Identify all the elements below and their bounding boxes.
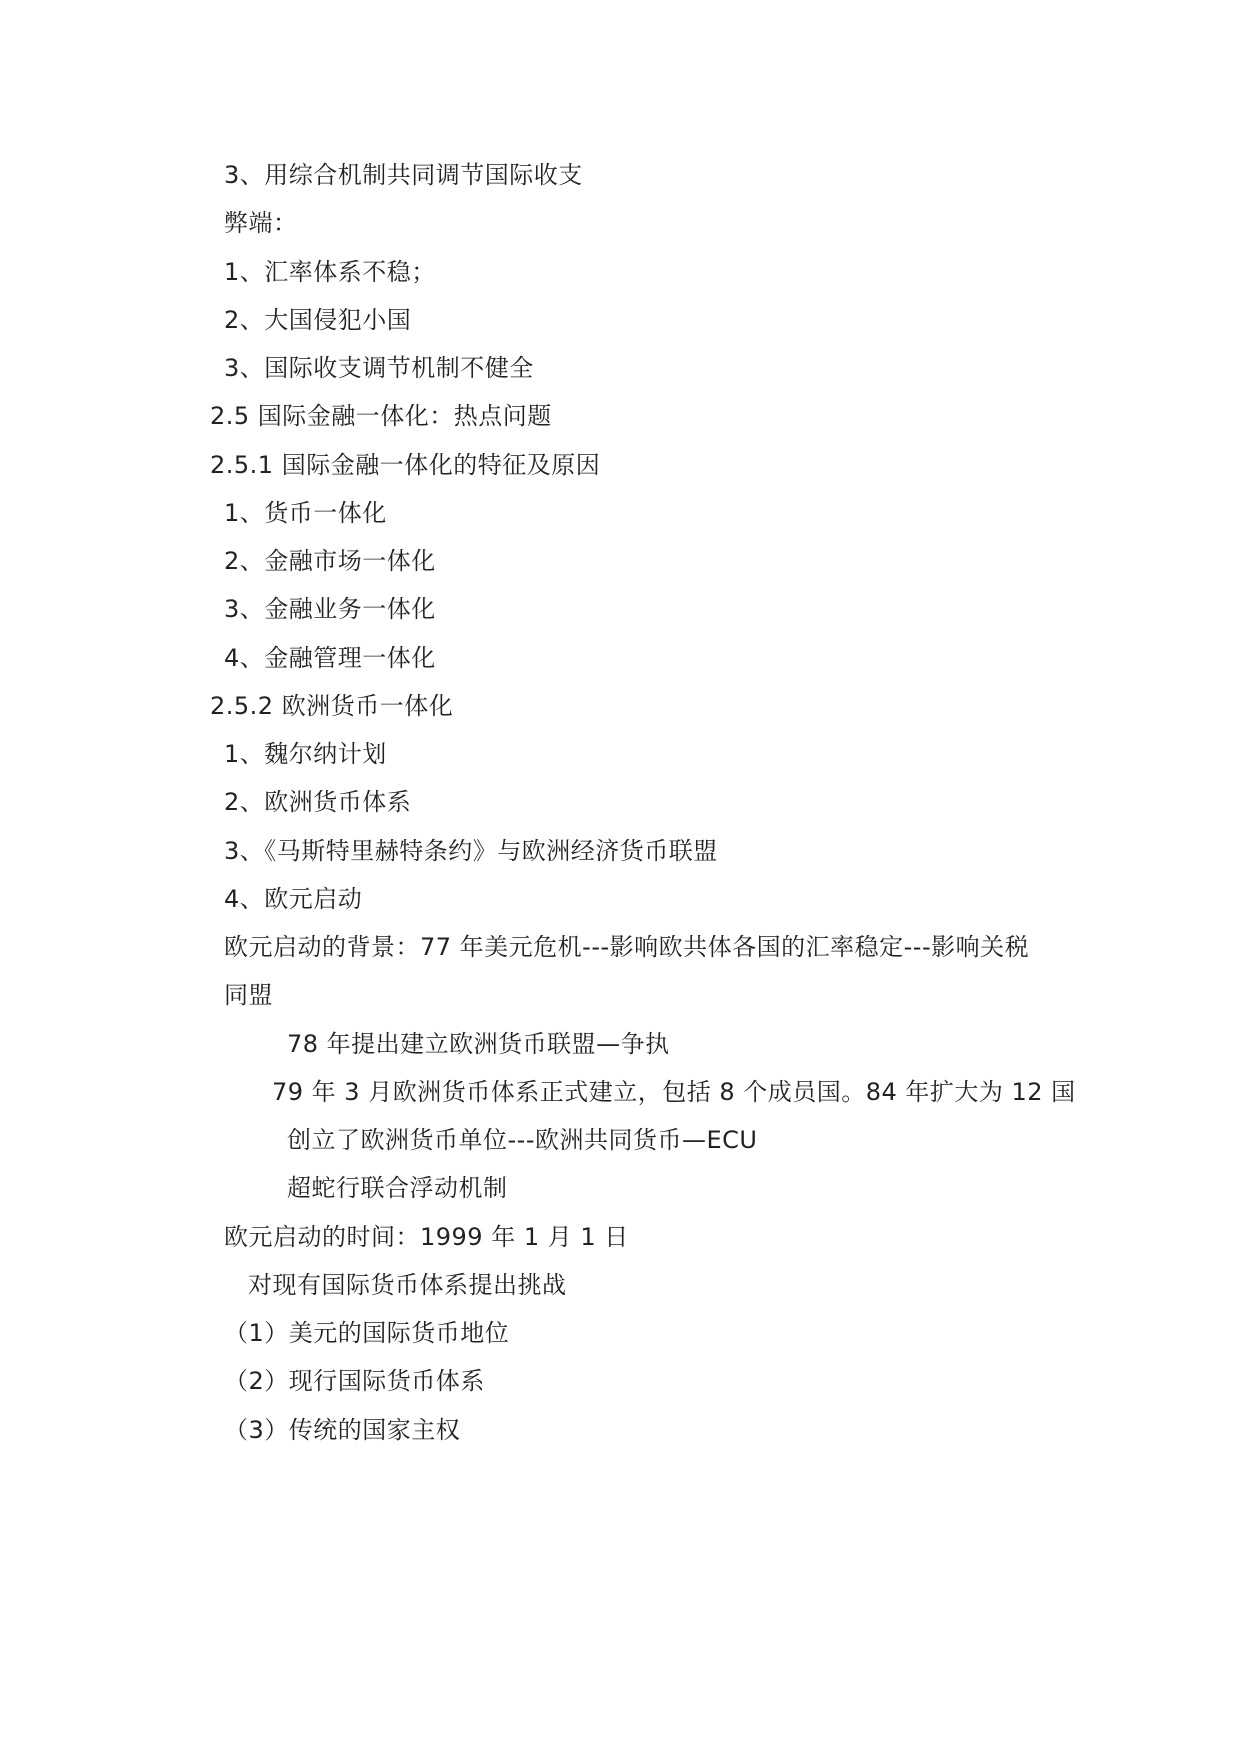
list-item: 1、汇率体系不稳； [224, 258, 436, 286]
list-item: 2、大国侵犯小国 [224, 306, 412, 334]
paragraph-line: 欧元启动的时间：1999 年 1 月 1 日 [224, 1223, 629, 1251]
paragraph-line: 对现有国际货币体系提出挑战 [248, 1271, 567, 1299]
section-label: 弊端： [224, 209, 298, 237]
paragraph-line: 欧元启动的背景：77 年美元危机---影响欧共体各国的汇率稳定---影响关税 [224, 933, 1030, 961]
paragraph-line: 创立了欧洲货币单位---欧洲共同货币—ECU [287, 1126, 758, 1154]
list-item: 1、货币一体化 [224, 499, 387, 527]
subsection-heading: 2.5.1 国际金融一体化的特征及原因 [210, 451, 601, 479]
list-item: （3）传统的国家主权 [224, 1416, 461, 1444]
list-item: 2、金融市场一体化 [224, 547, 436, 575]
paragraph-line: 同盟 [224, 981, 273, 1009]
list-item: 3、金融业务一体化 [224, 595, 436, 623]
list-item: （2）现行国际货币体系 [224, 1367, 485, 1395]
list-item: （1）美元的国际货币地位 [224, 1319, 510, 1347]
paragraph-line: 79 年 3 月欧洲货币体系正式建立，包括 8 个成员国。84 年扩大为 12 国 [272, 1078, 1076, 1106]
list-item: 1、魏尔纳计划 [224, 740, 387, 768]
list-item: 4、金融管理一体化 [224, 644, 436, 672]
list-item: 4、欧元启动 [224, 885, 363, 913]
list-item: 3、国际收支调节机制不健全 [224, 354, 534, 382]
paragraph-line: 78 年提出建立欧洲货币联盟—争执 [287, 1030, 670, 1058]
list-item: 2、欧洲货币体系 [224, 788, 412, 816]
section-heading: 2.5 国际金融一体化：热点问题 [210, 402, 552, 430]
list-item: 3、《马斯特里赫特条约》与欧洲经济货币联盟 [224, 837, 718, 865]
subsection-heading: 2.5.2 欧洲货币一体化 [210, 692, 454, 720]
paragraph-line: 超蛇行联合浮动机制 [287, 1174, 508, 1202]
list-item: 3、用综合机制共同调节国际收支 [224, 161, 583, 189]
